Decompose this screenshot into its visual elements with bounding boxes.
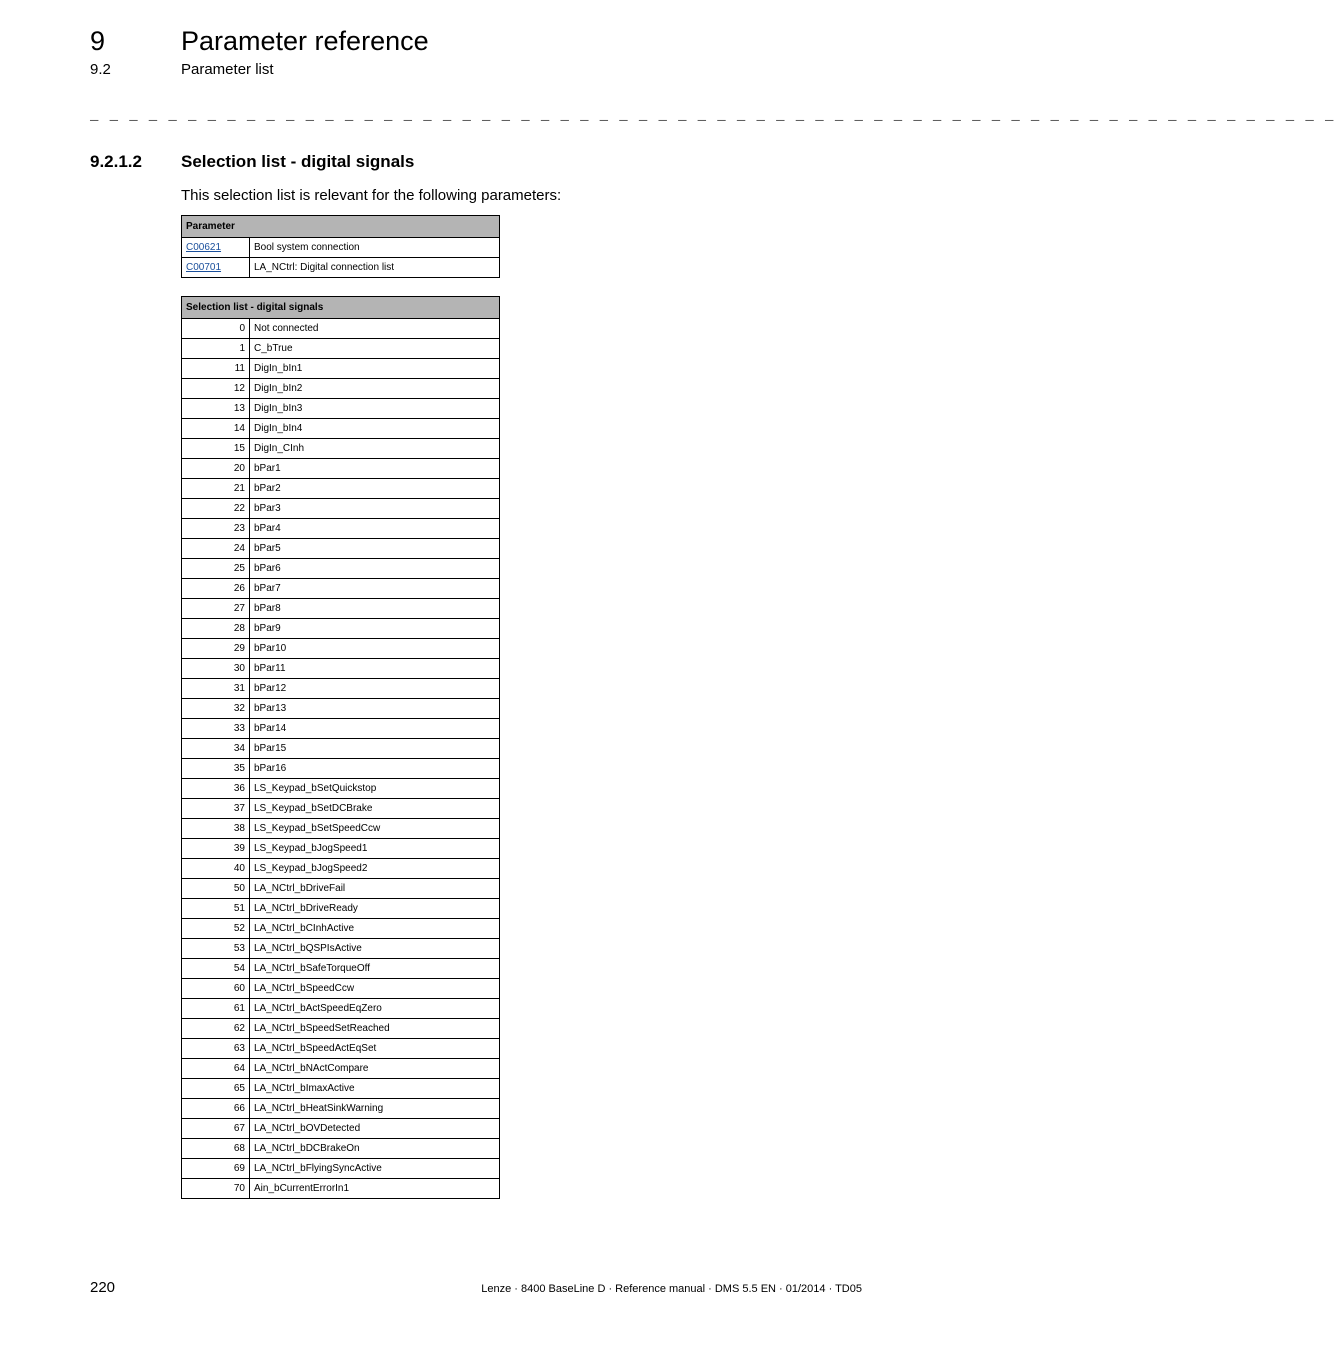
signal-name: bPar8: [250, 599, 500, 619]
selection-value: 69: [182, 1159, 250, 1179]
table-row: [182, 359, 500, 379]
selection-value: 70: [182, 1179, 250, 1199]
signal-name: DigIn_bIn2: [250, 379, 500, 399]
selection-value: 32: [182, 699, 250, 719]
selection-value: 11: [182, 359, 250, 379]
selection-value: 67: [182, 1119, 250, 1139]
table-row: [182, 1179, 500, 1199]
selection-value: 30: [182, 659, 250, 679]
signal-name: bPar15: [250, 739, 500, 759]
table-row: [182, 419, 500, 439]
selection-value: 50: [182, 879, 250, 899]
subsection-number: 9.2.1.2: [90, 152, 142, 171]
signal-name: Ain_bCurrentErrorIn1: [250, 1179, 500, 1199]
table-row: [182, 699, 500, 719]
table-row: [182, 339, 500, 359]
signal-name: LA_NCtrl_bOVDetected: [250, 1119, 500, 1139]
selection-value: 53: [182, 939, 250, 959]
table-row: [182, 379, 500, 399]
signal-name: bPar4: [250, 519, 500, 539]
selection-value: 65: [182, 1079, 250, 1099]
signal-name: LS_Keypad_bJogSpeed1: [250, 839, 500, 859]
table-row: [182, 1019, 500, 1039]
signal-name: bPar7: [250, 579, 500, 599]
table-header-row: [182, 297, 500, 319]
parameter-code-cell: [182, 258, 250, 278]
parameter-description: Bool system connection: [250, 238, 500, 258]
selection-table-header: Selection list - digital signals: [182, 297, 500, 319]
header-separator: _ _ _ _ _ _ _ _ _ _ _ _ _ _ _ _ _ _ _ _ _ _ _ _ _ _ _ _ _ _ _ _ _ _ _ _ _ _ _ _ _ _ _ _ _ _ _ _ _ _ _ _ _ _ _ _ _ _ _ _ _ _ _ _: [90, 108, 1335, 124]
signal-name: bPar5: [250, 539, 500, 559]
selection-value: 51: [182, 899, 250, 919]
signal-name: bPar1: [250, 459, 500, 479]
selection-value: 23: [182, 519, 250, 539]
signal-name: LA_NCtrl_bFlyingSyncActive: [250, 1159, 500, 1179]
table-row: [182, 238, 500, 258]
table-row: [182, 1079, 500, 1099]
parameter-table: [181, 215, 500, 278]
signal-name: LA_NCtrl_bHeatSinkWarning: [250, 1099, 500, 1119]
table-row: [182, 979, 500, 999]
selection-value: 54: [182, 959, 250, 979]
table-row: [182, 258, 500, 278]
selection-value: 61: [182, 999, 250, 1019]
table-row: [182, 599, 500, 619]
table-row: [182, 539, 500, 559]
table-row: [182, 639, 500, 659]
table-row: [182, 719, 500, 739]
table-row: [182, 579, 500, 599]
signal-name: bPar9: [250, 619, 500, 639]
signal-name: LA_NCtrl_bImaxActive: [250, 1079, 500, 1099]
footer-doc-info: Lenze · 8400 BaseLine D · Reference manual · DMS 5.5 EN · 01/2014 · TD05: [481, 1283, 862, 1295]
table-row: [182, 399, 500, 419]
signal-name: DigIn_bIn4: [250, 419, 500, 439]
table-row: [182, 819, 500, 839]
parameter-table-header: Parameter: [182, 216, 500, 238]
signal-name: LA_NCtrl_bSafeTorqueOff: [250, 959, 500, 979]
signal-name: bPar3: [250, 499, 500, 519]
selection-value: 15: [182, 439, 250, 459]
selection-value: 34: [182, 739, 250, 759]
table-row: [182, 619, 500, 639]
selection-value: 63: [182, 1039, 250, 1059]
selection-value: 27: [182, 599, 250, 619]
signal-name: LA_NCtrl_bSpeedActEqSet: [250, 1039, 500, 1059]
chapter-title: Parameter reference: [181, 26, 429, 56]
table-row: [182, 739, 500, 759]
signal-name: LA_NCtrl_bNActCompare: [250, 1059, 500, 1079]
table-row: [182, 899, 500, 919]
subsection-title: Selection list - digital signals: [181, 152, 415, 171]
selection-value: 20: [182, 459, 250, 479]
table-row: [182, 1039, 500, 1059]
table-row: [182, 1139, 500, 1159]
selection-value: 13: [182, 399, 250, 419]
table-row: [182, 319, 500, 339]
signal-name: bPar14: [250, 719, 500, 739]
table-row: [182, 659, 500, 679]
signal-name: bPar2: [250, 479, 500, 499]
selection-value: 24: [182, 539, 250, 559]
table-row: [182, 799, 500, 819]
selection-value: 37: [182, 799, 250, 819]
signal-name: LA_NCtrl_bDriveReady: [250, 899, 500, 919]
section-title: Parameter list: [181, 61, 274, 78]
selection-value: 52: [182, 919, 250, 939]
selection-value: 26: [182, 579, 250, 599]
selection-value: 36: [182, 779, 250, 799]
signal-name: LS_Keypad_bSetQuickstop: [250, 779, 500, 799]
table-row: [182, 679, 500, 699]
selection-value: 0: [182, 319, 250, 339]
selection-value: 39: [182, 839, 250, 859]
signal-name: bPar12: [250, 679, 500, 699]
selection-value: 66: [182, 1099, 250, 1119]
table-row: [182, 1099, 500, 1119]
signal-name: LS_Keypad_bJogSpeed2: [250, 859, 500, 879]
selection-value: 64: [182, 1059, 250, 1079]
signal-name: LA_NCtrl_bCInhActive: [250, 919, 500, 939]
signal-name: DigIn_bIn1: [250, 359, 500, 379]
selection-value: 29: [182, 639, 250, 659]
table-row: [182, 999, 500, 1019]
selection-value: 25: [182, 559, 250, 579]
selection-value: 12: [182, 379, 250, 399]
table-row: [182, 439, 500, 459]
selection-value: 62: [182, 1019, 250, 1039]
signal-name: LS_Keypad_bSetSpeedCcw: [250, 819, 500, 839]
signal-name: LA_NCtrl_bQSPIsActive: [250, 939, 500, 959]
section-number: 9.2: [90, 61, 111, 78]
table-row: [182, 879, 500, 899]
signal-name: C_bTrue: [250, 339, 500, 359]
selection-table: [181, 296, 500, 1199]
signal-name: DigIn_CInh: [250, 439, 500, 459]
parameter-link[interactable]: C00701: [186, 262, 222, 273]
table-row: [182, 939, 500, 959]
signal-name: LA_NCtrl_bDriveFail: [250, 879, 500, 899]
signal-name: bPar10: [250, 639, 500, 659]
selection-value: 33: [182, 719, 250, 739]
selection-value: 40: [182, 859, 250, 879]
signal-name: bPar13: [250, 699, 500, 719]
parameter-table-body: [182, 238, 500, 278]
selection-value: 22: [182, 499, 250, 519]
signal-name: bPar11: [250, 659, 500, 679]
parameter-code-cell: [182, 238, 250, 258]
selection-value: 14: [182, 419, 250, 439]
table-row: [182, 559, 500, 579]
table-row: [182, 859, 500, 879]
table-row: [182, 919, 500, 939]
parameter-description: LA_NCtrl: Digital connection list: [250, 258, 500, 278]
selection-value: 35: [182, 759, 250, 779]
table-row: [182, 459, 500, 479]
selection-value: 68: [182, 1139, 250, 1159]
selection-value: 38: [182, 819, 250, 839]
signal-name: Not connected: [250, 319, 500, 339]
table-row: [182, 499, 500, 519]
table-row: [182, 519, 500, 539]
table-row: [182, 1159, 500, 1179]
selection-value: 28: [182, 619, 250, 639]
parameter-link[interactable]: C00621: [186, 242, 222, 253]
table-header-row: [182, 216, 500, 238]
page-number: 220: [90, 1279, 116, 1296]
table-row: [182, 959, 500, 979]
table-row: [182, 839, 500, 859]
chapter-number: 9: [90, 26, 106, 56]
selection-value: 1: [182, 339, 250, 359]
signal-name: LS_Keypad_bSetDCBrake: [250, 799, 500, 819]
selection-value: 60: [182, 979, 250, 999]
table-row: [182, 1119, 500, 1139]
intro-text: This selection list is relevant for the following parameters:: [181, 187, 562, 204]
signal-name: LA_NCtrl_bSpeedCcw: [250, 979, 500, 999]
selection-value: 31: [182, 679, 250, 699]
table-row: [182, 1059, 500, 1079]
table-row: [182, 759, 500, 779]
selection-value: 21: [182, 479, 250, 499]
signal-name: LA_NCtrl_bSpeedSetReached: [250, 1019, 500, 1039]
signal-name: DigIn_bIn3: [250, 399, 500, 419]
signal-name: bPar6: [250, 559, 500, 579]
signal-name: LA_NCtrl_bDCBrakeOn: [250, 1139, 500, 1159]
selection-table-body: [182, 319, 500, 1199]
table-row: [182, 479, 500, 499]
table-row: [182, 779, 500, 799]
signal-name: LA_NCtrl_bActSpeedEqZero: [250, 999, 500, 1019]
signal-name: bPar16: [250, 759, 500, 779]
